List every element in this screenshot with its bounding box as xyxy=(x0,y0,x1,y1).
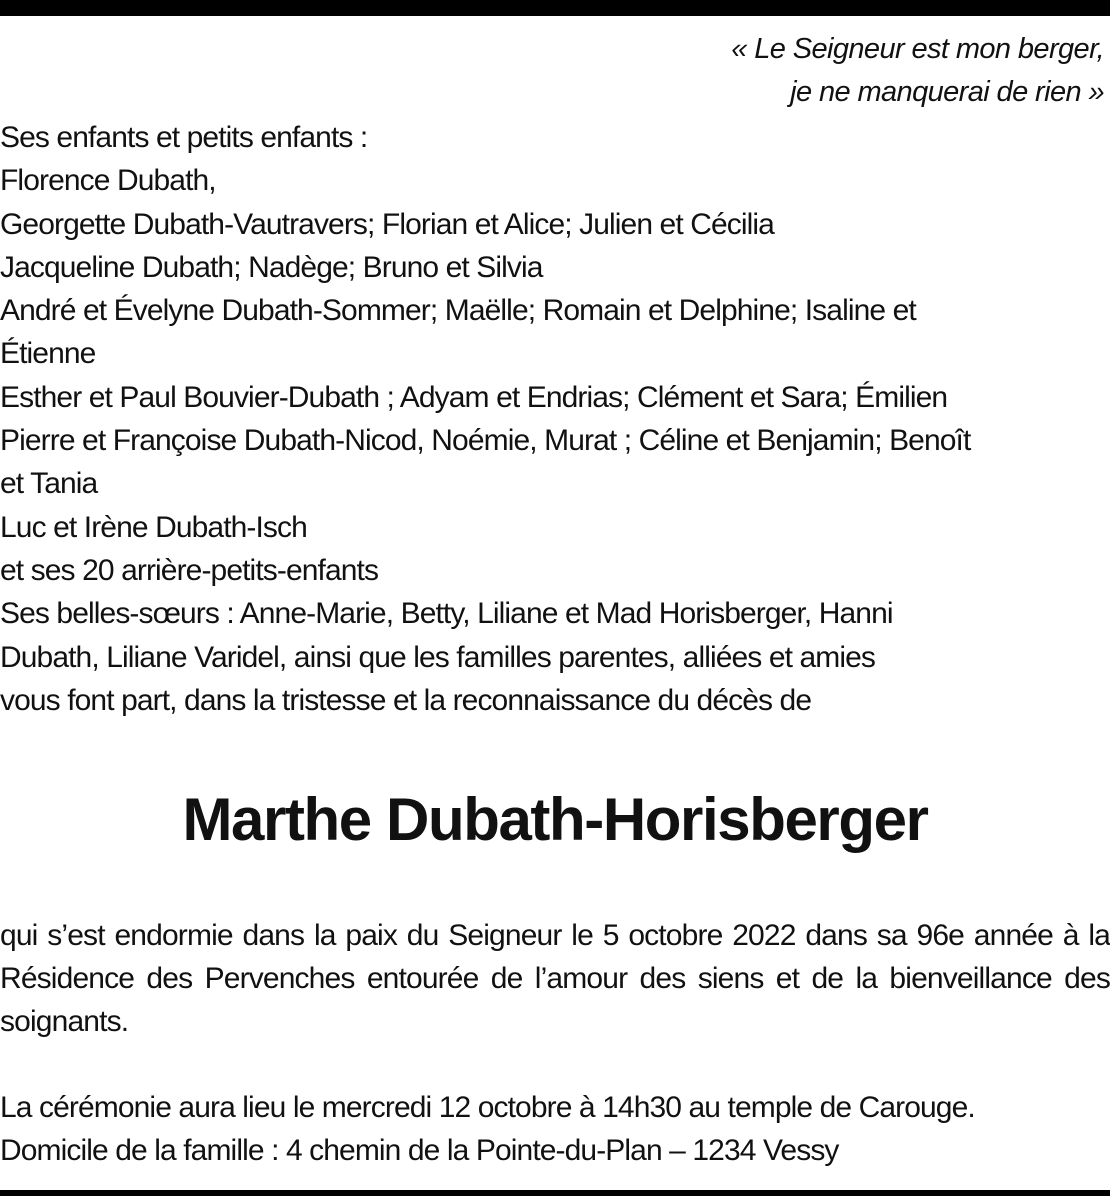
family-line: et Tania xyxy=(0,467,98,501)
deceased-name: Marthe Dubath-Horisberger xyxy=(182,786,928,853)
family-line: Ses enfants et petits enfants : xyxy=(0,121,368,154)
family-line: Georgette Dubath-Vautravers; Florian et Alice; Julien et Cécilia xyxy=(0,207,774,241)
family-line: Ses belles-sœurs : Anne-Marie, Betty, Liliane et Mad Horisberger, Hanni xyxy=(0,597,893,631)
family-list xyxy=(0,116,1110,722)
family-line: vous font part, dans la tristesse et la reconnaissance du décès de xyxy=(0,683,812,717)
family-line: et ses 20 arrière-petits-enfants xyxy=(0,553,379,587)
family-line: Florence Dubath, xyxy=(0,164,216,198)
announcement-paragraph: qui s’est endormie dans la paix du Seigneur le 5 octobre 2022 dans sa 96e année à la Résidence des Pervenches entourée de l’amour des siens et de la bienveillance des soignants. xyxy=(0,919,1110,1038)
top-rule xyxy=(0,0,1110,16)
family-line: Dubath, Liliane Varidel, ainsi que les familles parentes, alliées et amies xyxy=(0,640,876,674)
epigraph-line-2: je ne manquerai de rien » xyxy=(790,76,1104,108)
family-line: Esther et Paul Bouvier-Dubath ; Adyam et Endrias; Clément et Sara; Émilien xyxy=(0,380,948,414)
ceremony-line: La cérémonie aura lieu le mercredi 12 octobre à 14h30 au temple de Carouge. xyxy=(0,1091,975,1124)
family-line: Jacqueline Dubath; Nadège; Bruno et Silvia xyxy=(0,250,543,284)
family-line: Luc et Irène Dubath-Isch xyxy=(0,510,307,544)
bottom-rule xyxy=(0,1190,1110,1196)
closing-info xyxy=(0,1086,1110,1172)
domicile-line: Domicile de la famille : 4 chemin de la Pointe-du-Plan – 1234 Vessy xyxy=(0,1134,839,1167)
family-line: Pierre et Françoise Dubath-Nicod, Noémie, Murat ; Céline et Benjamin; Benoît xyxy=(0,424,971,458)
epigraph-line-1: « Le Seigneur est mon berger, xyxy=(731,33,1104,65)
family-line: Étienne xyxy=(0,337,96,371)
epigraph-quote xyxy=(731,28,1104,114)
family-line: André et Évelyne Dubath-Sommer; Maëlle; Romain et Delphine; Isaline et xyxy=(0,294,916,328)
